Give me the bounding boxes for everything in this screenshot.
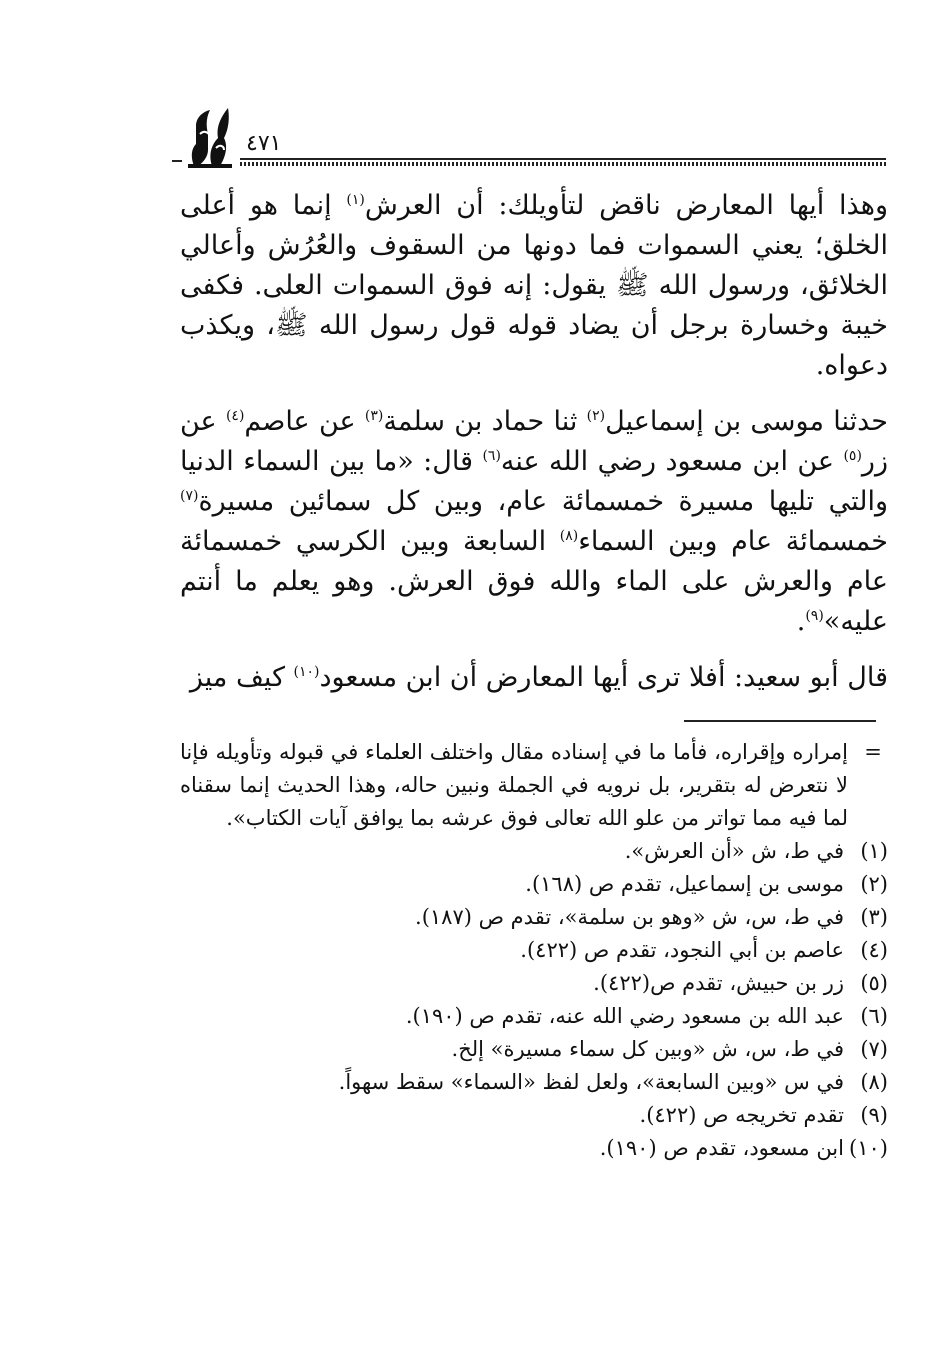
continuation-mark: = — [864, 740, 882, 764]
text-run: إنما هو أعلى الخلق؛ يعني السموات فما دونها من السقوف والعُرُش وأعالي الخلائق، ورسول الله ﷺ يقول: إنه فوق السموات العلى. فكفى خيبة وخسارة برجل أن يضاد قوله قول رسول الله ﷺ، ويكذب دعواه. — [180, 190, 888, 381]
footnote-text: ابن مسعود، تقدم ص (١٩٠). — [599, 1136, 844, 1160]
footnote-item — [180, 835, 888, 868]
footnote-ref[interactable]: (٣) — [364, 408, 384, 424]
text-run: . — [796, 606, 806, 637]
footnote-text: عاصم بن أبي النجود، تقدم ص (٤٢٢). — [520, 938, 844, 962]
footnote-item — [180, 868, 888, 901]
footnote-item — [180, 1000, 888, 1033]
paragraph-3 — [180, 658, 888, 698]
header-rule — [240, 158, 886, 160]
footnote-number: (٨) — [860, 1070, 888, 1094]
text-run: خمسمائة عام وبين السماء — [578, 526, 888, 557]
header-rule-dotted — [240, 162, 886, 166]
footnote-continued-text: إمراره وإقراره، فأما ما في إسناده مقال واختلف العلماء في قبوله وتأويله فإنا لا نتعرض له بتقرير، بل نرويه في الجملة ونبين حاله، وهذا الحديث إنما سقناه لما فيه مما تواتر من علو الله تعالى فوق عرشه بما يوافق آيات الكتاب». — [180, 740, 848, 830]
footnote-item — [180, 1066, 888, 1099]
footnote-ref[interactable]: (٩) — [805, 608, 824, 624]
header-dash — [172, 160, 182, 162]
footnote-text: في ط، س، ش «وهو بن سلمة»، تقدم ص (١٨٧). — [415, 905, 844, 929]
footnote-number: (٢) — [860, 872, 888, 896]
footnote-ref[interactable]: (٨) — [559, 528, 579, 544]
footnote-number: (٦) — [860, 1004, 888, 1028]
footnote-number: (١٠) — [849, 1136, 888, 1160]
footnote-text: تقدم تخريجه ص (٤٢٢). — [639, 1103, 844, 1127]
footnote-text: في ط، س، ش «وبين كل سماء مسيرة» إلخ. — [451, 1037, 844, 1061]
footnote-number: (٩) — [860, 1103, 888, 1127]
footnote-item — [180, 934, 888, 967]
footnote-ref[interactable]: (٧) — [180, 488, 199, 504]
footnote-item — [180, 967, 888, 1000]
footnote-ref[interactable]: (١) — [346, 192, 365, 208]
footnote-text: عبد الله بن مسعود رضي الله عنه، تقدم ص (١٩٠). — [405, 1004, 844, 1028]
footnote-number: (٤) — [860, 938, 888, 962]
text-run: حدثنا موسى بن إسماعيل — [605, 406, 889, 437]
footnote-item — [180, 1099, 888, 1132]
footnote-item — [180, 901, 888, 934]
page-header — [172, 104, 886, 174]
footnote-ref[interactable]: (٤) — [225, 408, 245, 424]
footnote-number: (٣) — [860, 905, 888, 929]
footnote-number: (٥) — [860, 971, 888, 995]
footnotes — [180, 736, 888, 1165]
footnote-number: (١) — [860, 839, 888, 863]
text-run: كيف ميز — [189, 662, 294, 693]
footnote-separator — [684, 720, 876, 722]
text-run: السابعة وبين الكرسي خمسمائة عام والعرش على الماء والله فوق العرش. وهو يعلم ما أنتم عليه» — [180, 526, 888, 637]
text-run: ثنا حماد بن سلمة — [383, 406, 587, 437]
footnote-text: موسى بن إسماعيل، تقدم ص (١٦٨). — [525, 872, 844, 896]
footnote-number: (٧) — [860, 1037, 888, 1061]
footnote-ref[interactable]: (٥) — [843, 448, 862, 464]
footnote-ref[interactable]: (٢) — [586, 408, 606, 424]
text-run: عن ابن مسعود رضي الله عنه — [500, 446, 844, 477]
footnote-continued — [180, 736, 888, 835]
footnote-ref[interactable]: (٦) — [482, 448, 501, 464]
text-run: عن زر — [180, 406, 888, 477]
text-run: وهذا أيها المعارض ناقض لتأويلك: أن العرش — [364, 190, 889, 221]
footnote-ref[interactable]: (١٠) — [293, 664, 320, 680]
text-run: قال أبو سعيد: أفلا ترى أيها المعارض أن ابن مسعود — [319, 662, 888, 693]
paragraph-1 — [180, 186, 888, 386]
footnote-item — [180, 1033, 888, 1066]
footnote-item — [180, 1132, 888, 1165]
footnote-text: زر بن حبيش، تقدم ص(٤٢٢). — [593, 971, 844, 995]
main-text — [180, 186, 888, 698]
footnote-text: في ط، ش «أن العرش». — [624, 839, 844, 863]
text-run: عن عاصم — [244, 406, 365, 437]
quill-inkpot-icon — [186, 104, 234, 170]
paragraph-2 — [180, 402, 888, 642]
footnote-text: في س «وبين السابعة»، ولعل لفظ «السماء» سقط سهواً. — [338, 1070, 844, 1094]
text-run: قال: «ما بين السماء الدنيا والتي تليها مسيرة خمسمائة عام، وبين كل سمائين مسيرة — [180, 446, 888, 517]
page-number: ٤٧١ — [246, 131, 282, 156]
footnote-list — [180, 835, 888, 1165]
